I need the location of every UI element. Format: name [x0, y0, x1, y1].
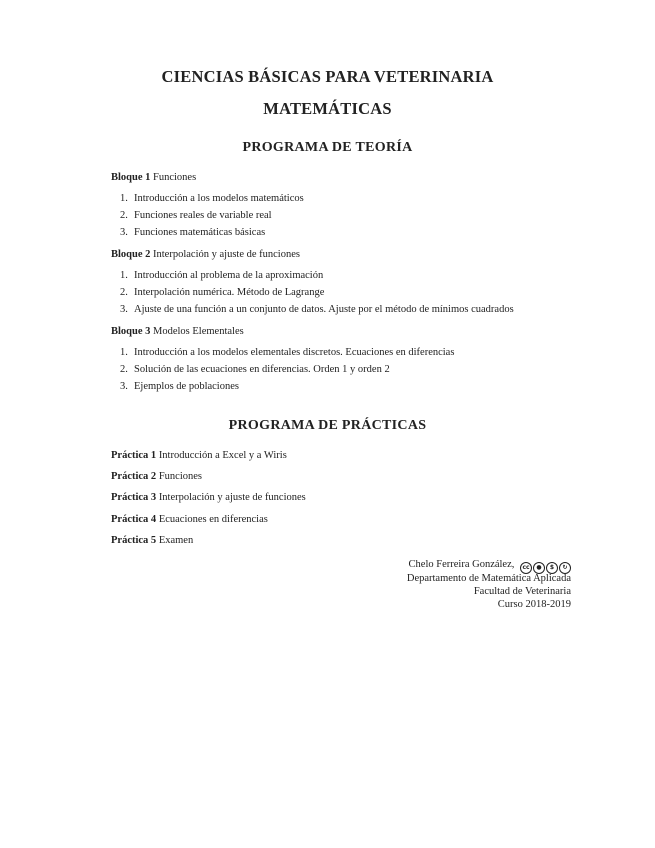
sa-icon: ↻ [559, 562, 571, 574]
block-label: Bloque 2 [111, 249, 151, 260]
practice-label: Práctica 1 [111, 450, 157, 461]
list-item [120, 364, 390, 375]
item-number: 3. [120, 381, 128, 392]
item-number: 1. [120, 193, 128, 204]
list-item [120, 287, 324, 298]
signature-faculty: Facultad de Veterinaria [473, 586, 571, 597]
document-subtitle: MATEMÁTICAS [263, 99, 392, 118]
practice-label: Práctica 5 [111, 535, 157, 546]
item-text: Funciones reales de variable real [134, 210, 272, 221]
list-item [120, 347, 454, 358]
practice-item [111, 492, 306, 503]
block-label: Bloque 3 [111, 326, 151, 337]
block-name: Interpolación y ajuste de funciones [153, 249, 300, 260]
list-item [120, 270, 323, 281]
item-number: 3. [120, 227, 128, 238]
practice-item [111, 450, 287, 461]
block-2-title [111, 249, 300, 260]
practice-label: Práctica 3 [111, 492, 157, 503]
item-text: Ejemplos de poblaciones [134, 381, 239, 392]
item-number: 1. [120, 347, 128, 358]
practice-text: Introducción a Excel y a Wiris [158, 450, 287, 461]
practice-label: Práctica 2 [111, 471, 157, 482]
practice-text: Funciones [158, 471, 202, 482]
item-number: 1. [120, 270, 128, 281]
item-text: Introducción al problema de la aproximación [134, 270, 324, 281]
block-name: Funciones [153, 172, 197, 183]
practice-text: Examen [158, 535, 194, 546]
item-text: Solución de las ecuaciones en diferencias. Orden 1 y orden 2 [134, 364, 390, 375]
item-number: 2. [120, 287, 128, 298]
list-item [120, 193, 304, 204]
item-text: Interpolación numérica. Método de Lagrange [134, 287, 325, 298]
signature-department: Departamento de Matemática Aplicada [406, 573, 571, 584]
block-label: Bloque 1 [111, 172, 151, 183]
item-text: Funciones matemáticas básicas [134, 227, 266, 238]
list-item [120, 381, 239, 392]
block-1-title [111, 172, 196, 183]
author-name: Chelo Ferreira González, [408, 559, 515, 570]
list-item [120, 304, 514, 315]
by-icon: ● [533, 562, 545, 574]
list-item [120, 227, 265, 238]
block-name: Modelos Elementales [153, 326, 244, 337]
item-text: Ajuste de una función a un conjunto de datos. Ajuste por el método de mínimos cuadrados [134, 304, 514, 315]
practice-text: Interpolación y ajuste de funciones [158, 492, 306, 503]
theory-heading: PROGRAMA DE TEORÍA [242, 140, 413, 155]
item-text: Introducción a los modelos matemáticos [134, 193, 304, 204]
practice-text: Ecuaciones en diferencias [158, 514, 268, 525]
item-number: 2. [120, 364, 128, 375]
item-number: 2. [120, 210, 128, 221]
signature-author [409, 559, 571, 574]
item-number: 3. [120, 304, 128, 315]
block-3-title [111, 326, 244, 337]
practice-item [111, 514, 268, 525]
item-text: Introducción a los modelos elementales discretos. Ecuaciones en diferencias [134, 347, 455, 358]
document-title: CIENCIAS BÁSICAS PARA VETERINARIA [161, 67, 494, 86]
list-item [120, 210, 272, 221]
signature-course: Curso 2018-2019 [497, 599, 571, 610]
cc-icon: cc [520, 562, 532, 574]
nc-icon: $ [546, 562, 558, 574]
practice-label: Práctica 4 [111, 514, 157, 525]
practice-item [111, 535, 193, 546]
practice-item [111, 471, 202, 482]
practice-heading: PROGRAMA DE PRÁCTICAS [228, 418, 427, 433]
